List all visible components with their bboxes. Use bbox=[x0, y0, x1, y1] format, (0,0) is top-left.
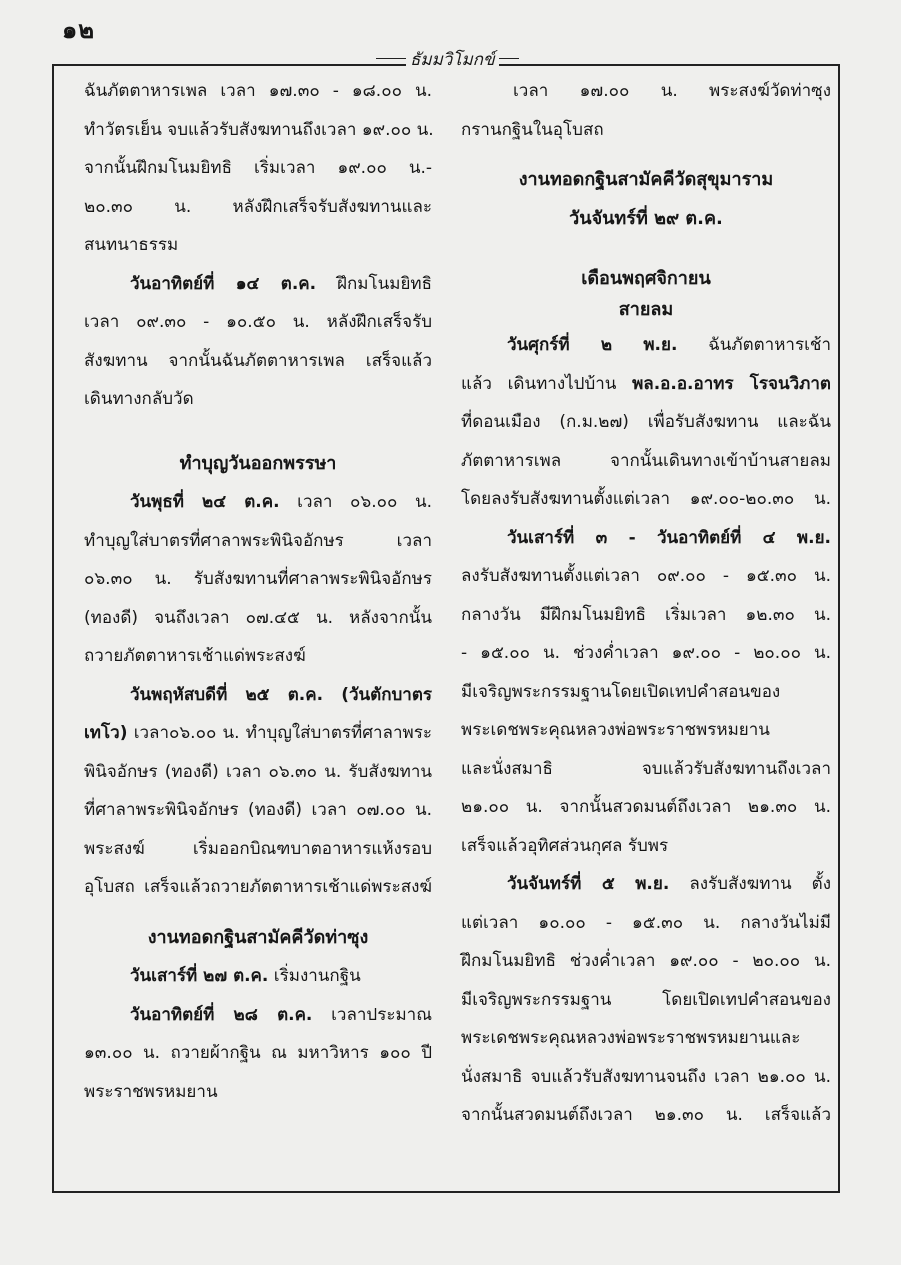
text-line: ที่ดอนเมือง (ก.ม.๒๗) เพื่อรับสังฆทาน และฉัน bbox=[461, 412, 831, 432]
date-label: เทโว) bbox=[84, 723, 128, 743]
text-line: ลงรับสังฆทานตั้งแต่เวลา ๐๙.๐๐ - ๑๕.๓๐ น. bbox=[461, 566, 831, 586]
date-label: วันพุธที่ ๒๔ ต.ค. bbox=[130, 492, 280, 512]
text-line: พินิจอักษร (ทองดี) เวลา ๐๖.๓๐ น. รับสังฆทาน bbox=[84, 761, 432, 782]
right-column bbox=[461, 72, 831, 1135]
running-header: ธัมมวิโมกข์ bbox=[406, 46, 499, 73]
entry-text: เวลาประมาณ bbox=[312, 1004, 432, 1025]
entry-line bbox=[461, 865, 831, 904]
person-name: พล.อ.อ.อาทร โรจนวิภาต bbox=[632, 373, 831, 394]
text-line: ภัตตาหารเพล จากนั้นเดินทางเข้าบ้านสายลม bbox=[461, 450, 831, 471]
text-line: (ทองดี) จนถึงเวลา ๐๗.๔๕ น. หลังจากนั้น bbox=[84, 607, 432, 628]
entry-text: แล้ว เดินทางไปบ้าน bbox=[461, 373, 633, 394]
entry-text: เริ่มงานกฐิน bbox=[268, 966, 361, 986]
text-line: กลางวัน มีฝึกมโนมยิทธิ เริ่มเวลา ๑๒.๓๐ น. bbox=[461, 604, 831, 625]
entry-line bbox=[84, 714, 432, 753]
entry-line bbox=[84, 483, 432, 522]
text-line: ๒๐.๓๐ น. หลังฝึกเสร็จรับสังฆทานและ bbox=[84, 196, 432, 217]
text-line: สังฆทาน จากนั้นฉันภัตตาหารเพล เสร็จแล้ว bbox=[84, 350, 432, 371]
text-line: ๐๖.๓๐ น. รับสังฆทานที่ศาลาพระพินิจอักษร bbox=[84, 569, 432, 589]
text-line: ทำบุญใส่บาตรที่ศาลาพระพินิจอักษร เวลา bbox=[84, 530, 432, 551]
entry-line bbox=[461, 326, 831, 365]
text-line: แต่เวลา ๑๐.๐๐ - ๑๕.๓๐ น. กลางวันไม่มี bbox=[461, 912, 831, 933]
section-heading: งานทอดกฐินสามัคคีวัดท่าซุง bbox=[147, 926, 369, 948]
page-number: ๑๒ bbox=[62, 16, 96, 44]
text-line: กรานกฐินในอุโบสถ bbox=[461, 119, 604, 140]
date-label: วันพฤหัสบดีที่ ๒๕ ต.ค. (วันตักบาตร bbox=[130, 684, 432, 705]
text-line: จากนั้นสวดมนต์ถึงเวลา ๒๑.๓๐ น. เสร็จแล้ว bbox=[461, 1105, 831, 1125]
date-label: วันอาทิตย์ที่ ๒๘ ต.ค. bbox=[130, 1004, 313, 1025]
text-line: พระสงฆ์ เริ่มออกบิณฑบาตอาหารแห้งรอบ bbox=[84, 838, 432, 859]
text-line: เวลา ๐๙.๓๐ - ๑๐.๕๐ น. หลังฝึกเสร็จรับ bbox=[84, 312, 432, 332]
left-column bbox=[84, 72, 432, 1111]
entry-text: ฉันภัตตาหารเช้า bbox=[677, 335, 832, 355]
entry-line bbox=[84, 265, 432, 304]
text-line: เวลา ๑๗.๐๐ น. พระสงฆ์วัดท่าซุง bbox=[513, 81, 831, 101]
text-line: และนั่งสมาธิ จบแล้วรับสังฆทานถึงเวลา bbox=[461, 758, 831, 779]
entry-line bbox=[84, 957, 432, 996]
text-line: ฉันภัตตาหารเพล เวลา ๑๗.๓๐ - ๑๘.๐๐ น. bbox=[84, 81, 432, 101]
text-line: มีเจริญพระกรรมฐาน โดยเปิดเทปคำสอนของ bbox=[461, 989, 831, 1010]
date-label: วันอาทิตย์ที่ ๑๔ ต.ค. bbox=[130, 273, 317, 294]
text-line: นั่งสมาธิ จบแล้วรับสังฆทานจนถึง เวลา ๒๑.๐๐ น. bbox=[461, 1066, 831, 1087]
text-line: พระเดชพระคุณหลวงพ่อพระราชพรหมยาน bbox=[461, 720, 770, 740]
text-line: อุโบสถ เสร็จแล้วถวายภัตตาหารเช้าแด่พระสงฆ์ bbox=[84, 877, 432, 897]
date-label: วันศุกร์ที่ ๒ พ.ย. bbox=[507, 335, 678, 355]
entry-line bbox=[84, 996, 432, 1035]
section-heading: ทำบุญวันออกพรรษา bbox=[179, 452, 337, 474]
text-line: ที่ศาลาพระพินิจอักษร (ทองดี) เวลา ๐๗.๐๐ น. bbox=[84, 800, 432, 820]
month-heading: เดือนพฤศจิกายน bbox=[581, 268, 711, 289]
section-heading: งานทอดกฐินสามัคคีวัดสุขุมาราม bbox=[518, 169, 774, 190]
text-line: เสร็จแล้วอุทิศส่วนกุศล รับพร bbox=[461, 835, 669, 856]
text-line: ทำวัตรเย็น จบแล้วรับสังฆทานถึงเวลา ๑๙.๐๐ น. bbox=[84, 119, 434, 140]
location-heading: สายลม bbox=[618, 299, 674, 320]
entry-text: ฝึกมโนมยิทธิ bbox=[316, 273, 432, 294]
section-date: วันจันทร์ที่ ๒๙ ต.ค. bbox=[569, 207, 723, 229]
entry-text: เวลา๐๖.๐๐ น. ทำบุญใส่บาตรที่ศาลาพระ bbox=[127, 723, 432, 743]
text-line: ๑๓.๐๐ น. ถวายผ้ากฐิน ณ มหาวิหาร ๑๐๐ ปี bbox=[84, 1043, 432, 1063]
text-line: พระเดชพระคุณหลวงพ่อพระราชพรหมยานและ bbox=[461, 1028, 801, 1048]
text-line: ถวายภัตตาหารเช้าแด่พระสงฆ์ bbox=[84, 646, 306, 666]
date-label: วันเสาร์ที่ ๓ - วันอาทิตย์ที่ ๔ พ.ย. bbox=[507, 527, 831, 548]
text-line: เดินทางกลับวัด bbox=[84, 389, 194, 409]
text-line: ๒๑.๐๐ น. จากนั้นสวดมนต์ถึงเวลา ๒๑.๓๐ น. bbox=[461, 797, 831, 817]
text-line: พระราชพรหมยาน bbox=[84, 1081, 218, 1102]
text-line: ฝึกมโนมยิทธิ ช่วงค่ำเวลา ๑๙.๐๐ - ๒๐.๐๐ น. bbox=[461, 951, 831, 971]
date-label: วันจันทร์ที่ ๕ พ.ย. bbox=[507, 874, 670, 894]
text-line: มีเจริญพระกรรมฐานโดยเปิดเทปคำสอนของ bbox=[461, 681, 781, 702]
text-line: สนทนาธรรม bbox=[84, 235, 179, 255]
entry-text: ลงรับสังฆทาน ตั้ง bbox=[669, 874, 831, 894]
text-line: - ๑๕.๐๐ น. ช่วงค่ำเวลา ๑๙.๐๐ - ๒๐.๐๐ น. bbox=[461, 643, 831, 663]
date-label: วันเสาร์ที่ ๒๗ ต.ค. bbox=[130, 966, 269, 986]
entry-text: เวลา ๐๖.๐๐ น. bbox=[279, 492, 432, 512]
text-line: โดยลงรับสังฆทานตั้งแต่เวลา ๑๙.๐๐-๒๐.๓๐ น. bbox=[461, 489, 831, 509]
entry-line bbox=[461, 365, 831, 404]
text-line: จากนั้นฝึกมโนมยิทธิ เริ่มเวลา ๑๙.๐๐ น.- bbox=[84, 158, 432, 178]
